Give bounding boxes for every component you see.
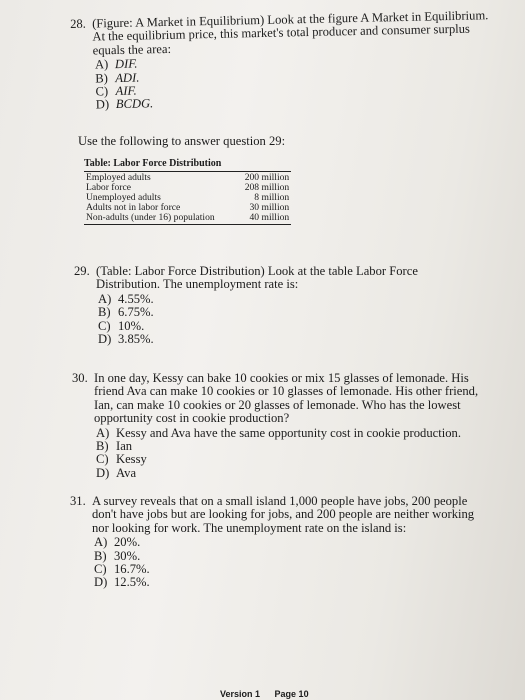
question-29 <box>74 265 484 346</box>
option-c: C) Kessy <box>96 452 147 467</box>
version-label: Version 1 <box>220 689 261 699</box>
option-a: A) 4.55%. <box>98 291 154 306</box>
question-28 <box>70 9 492 113</box>
question-30 <box>72 372 492 480</box>
table-row: Unemployed adults 8 million <box>86 192 290 203</box>
answer-options <box>94 536 490 590</box>
option-d: D) Ava <box>96 465 137 480</box>
option-b: B) ADI. <box>95 70 140 86</box>
option-b: B) 30%. <box>94 548 141 563</box>
option-a: A) 20%. <box>94 535 141 550</box>
table-row: Labor force 208 million <box>86 182 290 193</box>
answer-options <box>98 293 484 347</box>
question-text: A survey reveals that on a small island 1,000 people have jobs, 200 people don't have jobs but are looking for jobs, and 200 people are neither working nor looking for work. The unemployment rate on the island is: <box>92 494 475 535</box>
option-c: C) 16.7%. <box>94 562 150 577</box>
option-a: A) DIF. <box>94 56 138 72</box>
question-number: 30. <box>72 371 88 385</box>
question-text: In one day, Kessy can bake 10 cookies or mix 15 glasses of lemonade. His friend Ava can make 10 cookies or 10 glasses of lemonade. His other friend, Ian, can make 10 cookies or 20 glasses of lemonade. Who has the lowest opportunity cost in cookie production? <box>94 371 479 426</box>
option-d: D) 12.5%. <box>94 575 150 590</box>
question-number: 31. <box>70 494 86 508</box>
table-row: Adults not in labor force 30 million <box>86 202 290 213</box>
question-number: 29. <box>74 264 90 278</box>
option-c: C) AIF. <box>95 83 137 99</box>
option-b: B) 6.75%. <box>98 305 154 320</box>
option-d: D) BCDG. <box>95 96 154 112</box>
question-text: (Table: Labor Force Distribution) Look at the table Labor Force Distribution. The unemployment rate is: <box>96 264 418 292</box>
table-intro: Use the following to answer question 29: <box>78 134 286 148</box>
page-footer <box>220 689 321 699</box>
answer-options <box>96 427 492 481</box>
page-number: Page 10 <box>274 689 309 699</box>
question-31 <box>70 495 490 590</box>
table-row: Non-adults (under 16) population 40 million <box>86 212 290 223</box>
option-a: A) Kessy and Ava have the same opportunity cost in cookie production. <box>96 425 461 440</box>
option-b: B) Ian <box>96 439 133 454</box>
question-text: (Figure: A Market in Equilibrium) Look at the figure A Market in Equilibrium. At the equilibrium price, this market's total producer and consumer surplus equals the area: <box>91 8 489 58</box>
answer-options <box>95 50 492 112</box>
option-d: D) 3.85%. <box>98 332 154 347</box>
labor-force-table <box>84 159 291 225</box>
option-c: C) 10%. <box>98 318 145 333</box>
question-number: 28. <box>69 16 87 31</box>
table-title: Table: Labor Force Distribution <box>84 158 222 169</box>
table-row: Employed adults 200 million <box>86 172 290 183</box>
